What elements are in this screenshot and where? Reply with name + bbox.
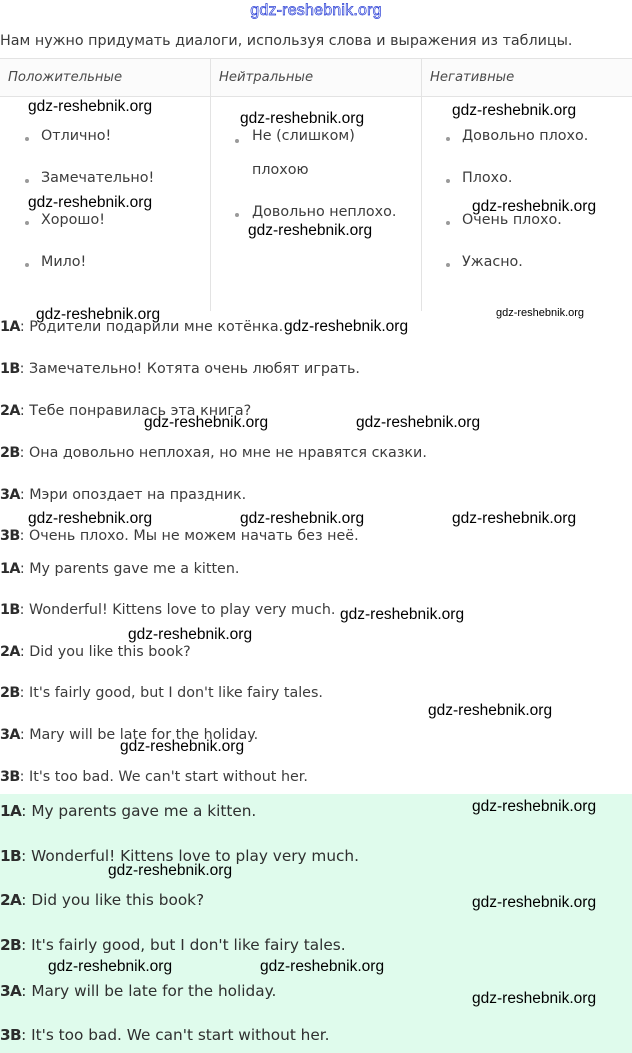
dialog-line-ru: 3B: Очень плохо. Мы не можем начать без неё. [0, 528, 359, 544]
header-neutral: Нейтральные [219, 70, 314, 85]
dialog-line-ru: 1A: Родители подарили мне котёнка. [0, 319, 284, 335]
answer-line: 3B: It's too bad. We can't start without her. [0, 1026, 330, 1044]
positive-item: Хорошо! [41, 212, 105, 228]
neutral-item: Довольно неплохо. [252, 204, 397, 220]
bullet-icon [235, 139, 239, 143]
bullet-icon [25, 137, 29, 141]
header-positive: Положительные [8, 70, 123, 85]
dialog-line-en: 1B: Wonderful! Kittens love to play very much. [0, 602, 336, 618]
negative-item: Очень плохо. [462, 212, 562, 228]
watermark: gdz-reshebnik.org [340, 606, 465, 623]
bullet-icon [235, 213, 239, 217]
watermark: gdz-reshebnik.org [120, 738, 245, 755]
column-divider [421, 59, 422, 311]
dialog-line-ru: 2A: Тебе понравилась эта книга? [0, 403, 252, 419]
vocabulary-table [0, 58, 632, 311]
watermark: gdz-reshebnik.org [240, 110, 365, 127]
bullet-icon [446, 221, 450, 225]
header-negative: Негативные [430, 70, 515, 85]
answer-line: 1B: Wonderful! Kittens love to play very much. [0, 847, 359, 865]
neutral-item: плохою [252, 162, 309, 178]
watermark: gdz-reshebnik.org [28, 194, 153, 211]
site-title-link[interactable]: gdz-reshebnik.org [250, 2, 382, 19]
neutral-item: Не (слишком) [252, 128, 355, 144]
watermark: gdz-reshebnik.org [472, 798, 597, 815]
watermark: gdz-reshebnik.org [28, 510, 153, 527]
bullet-icon [446, 179, 450, 183]
bullet-icon [446, 137, 450, 141]
watermark: gdz-reshebnik.org [248, 222, 373, 239]
answer-block [0, 794, 632, 1053]
watermark: gdz-reshebnik.org [48, 958, 173, 975]
dialog-line-en: 2A: Did you like this book? [0, 644, 191, 660]
negative-item: Плохо. [462, 170, 513, 186]
watermark: gdz-reshebnik.org [28, 98, 153, 115]
answer-line: 3A: Mary will be late for the holiday. [0, 982, 277, 1000]
bullet-icon [25, 263, 29, 267]
watermark: gdz-reshebnik.org [108, 862, 233, 879]
answer-line: 1A: My parents gave me a kitten. [0, 802, 257, 820]
watermark: gdz-reshebnik.org [144, 414, 269, 431]
negative-item: Ужасно. [462, 254, 523, 270]
watermark: gdz-reshebnik.org [452, 102, 577, 119]
column-divider [210, 59, 211, 311]
dialog-line-ru: 1B: Замечательно! Котята очень любят играть. [0, 361, 360, 377]
positive-item: Мило! [41, 254, 87, 270]
dialog-line-en: 2B: It's fairly good, but I don't like fairy tales. [0, 685, 323, 701]
answer-line: 2B: It's fairly good, but I don't like fairy tales. [0, 936, 346, 954]
bullet-icon [25, 179, 29, 183]
dialog-line-en: 3A: Mary will be late for the holiday. [0, 727, 259, 743]
watermark: gdz-reshebnik.org [128, 626, 253, 643]
positive-item: Замечательно! [41, 170, 155, 186]
watermark: gdz-reshebnik.org [240, 510, 365, 527]
watermark: gdz-reshebnik.org [472, 894, 597, 911]
task-intro: Нам нужно придумать диалоги, используя слова и выражения из таблицы. [0, 33, 573, 49]
watermark: gdz-reshebnik.org [356, 414, 481, 431]
dialog-line-ru: 3A: Мэри опоздает на праздник. [0, 487, 247, 503]
dialog-line-en: 3B: It's too bad. We can't start without her. [0, 769, 308, 785]
watermark: gdz-reshebnik.org [472, 990, 597, 1007]
negative-item: Довольно плохо. [462, 128, 589, 144]
bullet-icon [25, 221, 29, 225]
watermark: gdz-reshebnik.org [452, 510, 577, 527]
watermark: gdz-reshebnik.org [36, 306, 161, 323]
watermark: gdz-reshebnik.org [428, 702, 553, 719]
answer-line: 2A: Did you like this book? [0, 891, 205, 909]
watermark: gdz-reshebnik.org [496, 307, 585, 319]
positive-item: Отлично! [41, 128, 112, 144]
dialog-line-ru: 2B: Она довольно неплохая, но мне не нравятся сказки. [0, 445, 427, 461]
watermark: gdz-reshebnik.org [284, 318, 409, 335]
dialog-line-en: 1A: My parents gave me a kitten. [0, 561, 240, 577]
watermark: gdz-reshebnik.org [260, 958, 385, 975]
bullet-icon [446, 263, 450, 267]
watermark: gdz-reshebnik.org [472, 198, 597, 215]
